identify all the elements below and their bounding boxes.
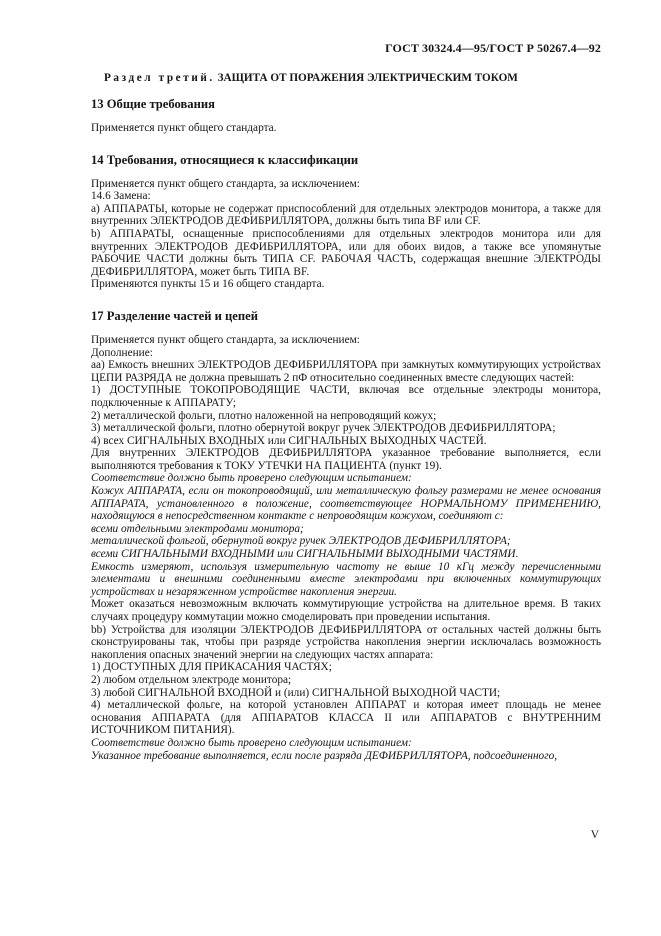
paragraph: Дополнение: — [91, 346, 153, 359]
paragraph: Применяется пункт общего стандарта, за исключением: — [91, 177, 360, 190]
list-item: 2) металлической фольги, плотно наложенной на непроводящий кожух; — [91, 409, 437, 422]
list-item: 4) металлической фольге, на которой установлен АППАРАТ и которая имеет площадь не менее основания АППАРАТА (для АППАРАТОВ КЛАССА II или АППАРАТОВ с ВНУТРЕННИМ ИСТОЧНИКОМ ПИТАНИЯ). — [91, 699, 601, 737]
paragraph: b) АППАРАТЫ, оснащенные приспособлениями для отдельных электродов монитора или для внутренних ЭЛЕКТРОДОВ ДЕФИБРИЛЛЯТОРА, или для обоих видов, а также все упомянутые РАБОЧИЕ ЧАСТИ должны быть ТИПА CF. РАБОЧАЯ ЧАСТЬ, содержащая внешние ЭЛЕКТРОДЫ ДЕФИБРИЛЛЯТОРА, может быть ТИПА BF. — [91, 227, 601, 278]
page-number: V — [590, 829, 599, 841]
paragraph: bb) Устройства для изоляции ЭЛЕКТРОДОВ ДЕФИБРИЛЛЯТОРА от остальных частей должны быть сконструированы так, чтобы при разряде устройства накопления энергии исключалась возможность накопления опасных значений энергии на следующих частях аппарата: — [91, 623, 601, 661]
list-item: 3) металлической фольги, плотно обернутой вокруг ручек ЭЛЕКТРОДОВ ДЕФИБРИЛЛЯТОРА; — [91, 422, 556, 435]
section-title — [104, 72, 601, 84]
test-paragraph: Емкость измеряют, используя измерительную частоту не выше 10 кГц между перечисленными элементами и внешними соединенными вместе электродами при включенных коммутирующих устройствах и незаряженном устройстве накопления энергии. — [91, 560, 601, 598]
heading-13: 13 Общие требования — [91, 97, 215, 111]
paragraph: Применяется пункт общего стандарта, за исключением: — [91, 333, 360, 346]
heading-17: 17 Разделение частей и цепей — [91, 308, 258, 323]
section-title-text: ЗАЩИТА ОТ ПОРАЖЕНИЯ ЭЛЕКТРИЧЕСКИМ ТОКОМ — [217, 72, 518, 84]
list-item: 4) всех СИГНАЛЬНЫХ ВХОДНЫХ или СИГНАЛЬНЫХ ВЫХОДНЫХ ЧАСТЕЙ. — [91, 434, 487, 447]
paragraph: 14.6 Замена: — [91, 190, 151, 203]
list-item: 2) любом отдельном электроде монитора; — [91, 673, 292, 686]
list-item: 1) ДОСТУПНЫХ ДЛЯ ПРИКАСАНИЯ ЧАСТЯХ; — [91, 661, 332, 674]
test-note: Соответствие должно быть проверено следующим испытанием: — [91, 472, 412, 485]
document-header: ГОСТ 30324.4—95/ГОСТ Р 50267.4—92 — [385, 41, 601, 55]
paragraph: Применяются пункты 15 и 16 общего стандарта. — [91, 278, 325, 291]
test-paragraph: Указанное требование выполняется, если после разряда ДЕФИБРИЛЛЯТОРА, подсоединенного, — [91, 749, 558, 762]
list-item: 1) ДОСТУПНЫЕ ТОКОПРОВОДЯЩИЕ ЧАСТИ, включая все отдельные электроды монитора, подключенные к АППАРАТУ; — [91, 384, 601, 409]
document-body — [91, 96, 601, 762]
paragraph: аа) Емкость внешних ЭЛЕКТРОДОВ ДЕФИБРИЛЛЯТОРА при замкнутых коммутирующих устройствах ЦЕПИ РАЗРЯДА не должна превышать 2 пФ относительно соединенных вместе следующих частей: — [91, 359, 601, 384]
paragraph: Может оказаться невозможным включать коммутирующие устройства на длительное время. В таких случаях процедуру коммутации можно смоделировать при проведении испытания. — [91, 598, 601, 623]
test-list-item: всеми отдельными электродами монитора; — [91, 522, 304, 535]
test-paragraph: Кожух АППАРАТА, если он токопроводящий, или металлическую фольгу размерами не менее основания АППАРАТА, установленного в положение, соответствующее НОРМАЛЬНОМУ ПРИМЕНЕНИЮ, находящуюся в непосредственном контакте с непроводящим кожухом, соединяют с: — [91, 485, 601, 523]
section-label: Раздел третий. — [104, 72, 215, 84]
test-list-item: металлической фольгой, обернутой вокруг ручек ЭЛЕКТРОДОВ ДЕФИБРИЛЛЯТОРА; — [91, 535, 511, 548]
test-list-item: всеми СИГНАЛЬНЫМИ ВХОДНЫМИ или СИГНАЛЬНЫМИ ВЫХОДНЫМИ ЧАСТЯМИ. — [91, 548, 519, 561]
paragraph: а) АППАРАТЫ, которые не содержат приспособлений для отдельных электродов монитора, а также для внутренних ЭЛЕКТРОДОВ ДЕФИБРИЛЛЯТОРА, должны быть типа BF или CF. — [91, 202, 601, 228]
test-note: Соответствие должно быть проверено следующим испытанием: — [91, 736, 412, 749]
paragraph: Применяется пункт общего стандарта. — [91, 122, 277, 134]
paragraph: Для внутренних ЭЛЕКТРОДОВ ДЕФИБРИЛЛЯТОРА указанное требование выполняется, если выполняются требования к ТОКУ УТЕЧКИ НА ПАЦИЕНТА (пункт 19). — [91, 447, 601, 472]
list-item: 3) любой СИГНАЛЬНОЙ ВХОДНОЙ и (или) СИГНАЛЬНОЙ ВЫХОДНОЙ ЧАСТИ; — [91, 686, 501, 699]
heading-14: 14 Требования, относящиеся к классификации — [91, 152, 359, 167]
